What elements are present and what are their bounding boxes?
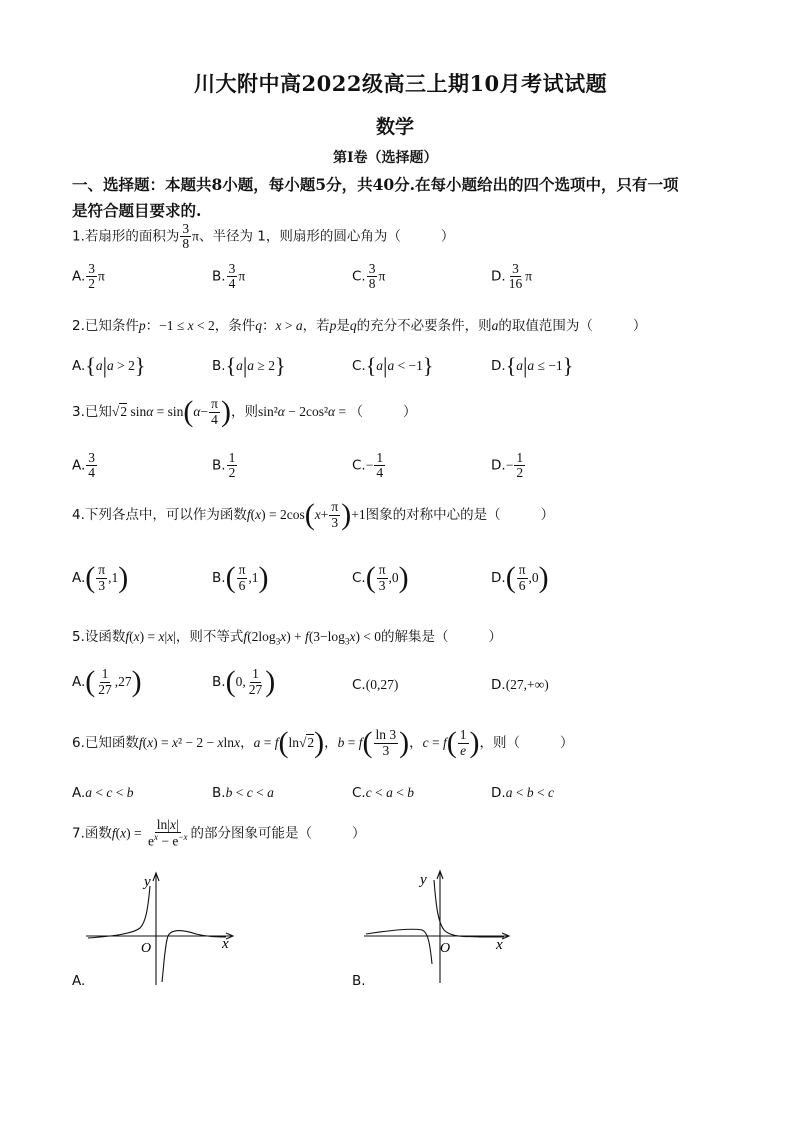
question-2-option-b[interactable]: B.{a|a ≥ 2} — [212, 353, 286, 378]
question-6-option-a[interactable]: A.a < c < b — [72, 785, 134, 801]
question-7-graph-b[interactable] — [362, 866, 522, 986]
question-4-option-a[interactable]: A.( $\frac{\pi}{3}$ ,1) — [72, 561, 129, 594]
question-1-option-b[interactable]: B. $\frac{3}{4}$ π — [212, 261, 246, 292]
question-4-stem: 4.下列各点中，可以作为函数f(x) = 2cos(x+ $\frac{\pi}{3}$ )+1图象的对称中心的是（ ） — [72, 498, 555, 531]
question-7-stem: 7.函数f(x) = $\frac{\ln|x|}{e^x - e^{-x}}$ 的部分图象可能是（ ） — [72, 817, 366, 849]
question-2-option-c[interactable]: C.{a|a < −1} — [352, 353, 434, 378]
graph-b-left-branch — [366, 929, 432, 964]
graph-b-y-label: y — [420, 872, 427, 888]
question-4-option-b[interactable]: B.( $\frac{\pi}{6}$ ,1) — [212, 561, 269, 594]
graph-a-left-branch — [88, 886, 150, 938]
graph-a-x-label: x — [222, 936, 229, 952]
question-2-stem: 2.已知条件p：−1 ≤ x < 2，条件q：x > a，若p是q的充分不必要条件，则a的取值范围为（ ） — [72, 318, 647, 334]
graph-a-right-branch — [162, 931, 226, 983]
question-2-option-a[interactable]: A.{a|a > 2} — [72, 353, 146, 378]
question-6-stem: 6.已知函数f(x) = x² − 2 − xlnx，a = f(ln√2)，b = f( $\frac{\ln 3}{3}$ )，c = f( $\frac{1}{e}$ )，则（ ） — [72, 726, 574, 759]
section-instructions-line1: 一、选择题：本题共8小题，每小题5分，共40分.在每小题给出的四个选项中，只有一项 — [72, 175, 679, 194]
question-1-option-a[interactable]: A. $\frac{3}{2}$ π — [72, 261, 105, 292]
subject-heading: 数学 — [376, 116, 415, 138]
graph-b-x-label: x — [496, 937, 503, 953]
exam-title: 川大附中高2022级高三上期10月考试试题 — [194, 71, 608, 96]
question-7-option-a[interactable]: A. — [72, 973, 86, 989]
question-5-option-a[interactable]: A.( $\frac{1}{27}$ ,27) — [72, 665, 142, 698]
question-1-option-c[interactable]: C. $\frac{3}{8}$ π — [352, 261, 386, 292]
graph-b-origin-label: O — [440, 941, 451, 956]
graph-b-right-branch — [434, 880, 504, 937]
volume-heading: 第Ⅰ卷（选择题） — [333, 150, 438, 166]
question-1-option-d[interactable]: D. $\frac{3}{16}$ π — [491, 261, 533, 292]
graph-a-origin-label: O — [141, 941, 152, 956]
question-1-stem: 1.若扇形的面积为 $\frac{3}{8}$ π、半径为 1，则扇形的圆心角为（ ） — [72, 221, 455, 252]
question-3-option-b[interactable]: B. $\frac{1}{2}$ — [212, 450, 236, 481]
question-5-option-d[interactable]: D.(27,+∞) — [491, 677, 549, 693]
question-3-option-d[interactable]: D.− $\frac{1}{2}$ — [491, 450, 524, 481]
question-6-option-c[interactable]: C.c < a < b — [352, 785, 414, 801]
graph-a-y-label: y — [144, 874, 151, 890]
question-6-option-d[interactable]: D.a < b < c — [491, 785, 554, 801]
question-7-graph-a[interactable] — [84, 868, 244, 988]
question-5-option-c[interactable]: C.(0,27) — [352, 677, 399, 693]
question-3-stem: 3.已知√2 sinα = sin(α− $\frac{\pi}{4}$ )，则sin²α − 2cos²α = （ ） — [72, 395, 417, 428]
section-instructions-line2: 是符合题目要求的. — [72, 201, 202, 220]
question-4-option-d[interactable]: D.( $\frac{\pi}{6}$ ,0) — [491, 561, 549, 594]
question-5-stem: 5.设函数f(x) = x|x|，则不等式$f(2\log_3x) + f(3-\log_3x) < 0$的解集是（ ） — [72, 629, 503, 647]
question-3-option-c[interactable]: C.− $\frac{1}{4}$ — [352, 450, 384, 481]
question-6-option-b[interactable]: B.b < c < a — [212, 785, 274, 801]
question-7-option-b[interactable]: B. — [352, 973, 366, 989]
question-3-option-a[interactable]: A. $\frac{3}{4}$ — [72, 450, 96, 481]
question-2-option-d[interactable]: D.{a|a ≤ −1} — [491, 353, 574, 378]
question-5-option-b[interactable]: B.(0, $\frac{1}{27}$ ) — [212, 665, 276, 698]
question-4-option-c[interactable]: C.( $\frac{\pi}{3}$ ,0) — [352, 561, 409, 594]
